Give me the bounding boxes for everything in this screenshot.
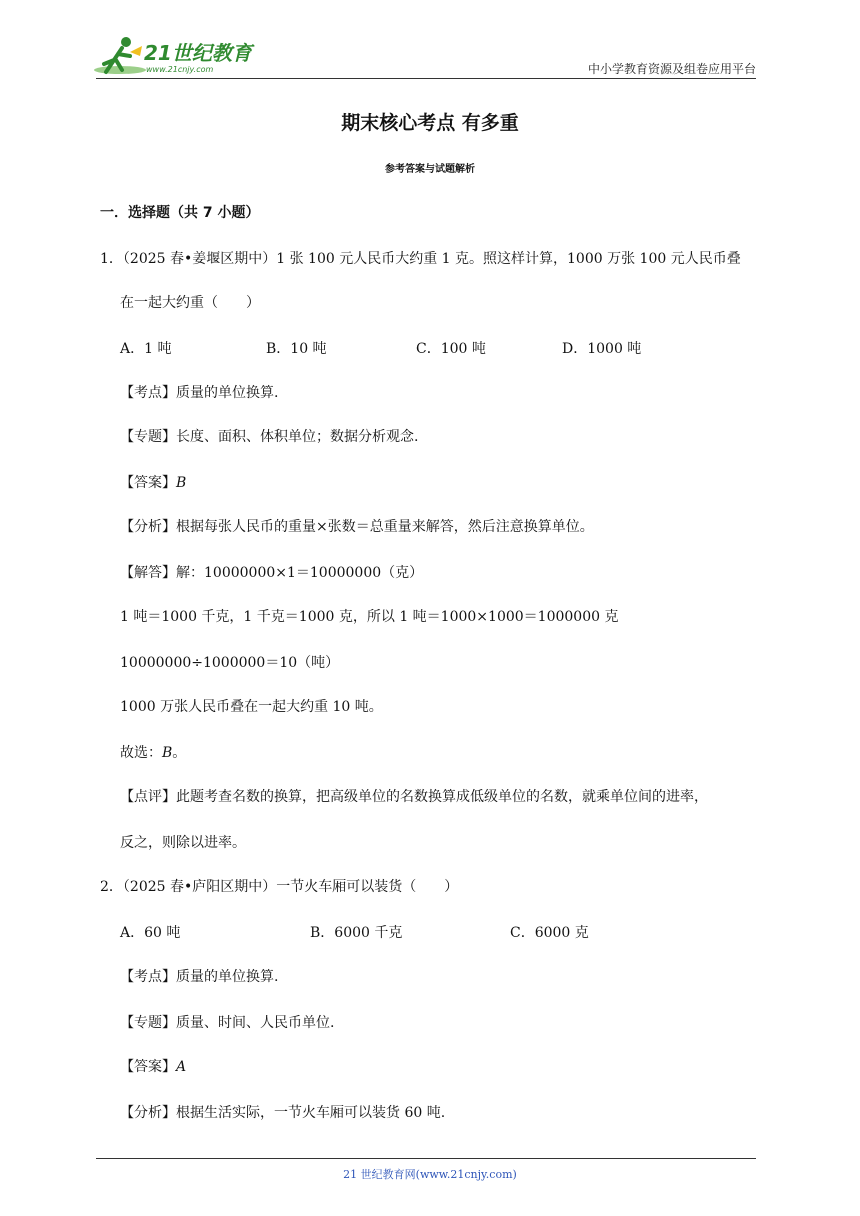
q1-dianping — [120, 786, 708, 806]
daan-tag: 【答案】 — [120, 1059, 176, 1075]
q1-dianping-line2: 反之，则除以进率。 — [120, 835, 246, 851]
kaodian-text: 质量的单位换算. — [176, 385, 279, 401]
header-platform-text: 中小学教育资源及组卷应用平台 — [587, 62, 756, 76]
q2-zhuanti — [120, 1012, 334, 1032]
page-subtitle: 参考答案与试题解析 — [385, 164, 475, 175]
q1-option-a: A．1 吨 — [120, 341, 172, 357]
q1-guxuan — [120, 742, 186, 762]
q1-option-b: B．10 吨 — [266, 341, 327, 357]
q2-option-c: C．6000 克 — [510, 925, 589, 941]
guxuan-label: 故选： — [120, 745, 162, 761]
section-heading: 一．选择题（共 7 小题） — [100, 205, 260, 221]
dianping-tag: 【点评】 — [120, 789, 176, 805]
q2-fenxi — [120, 1102, 445, 1122]
q2-daan — [120, 1056, 186, 1076]
q2-option-b: B．6000 千克 — [310, 925, 403, 941]
logo-url: www.21cnjy.com — [146, 65, 214, 74]
kaodian-tag: 【考点】 — [120, 385, 176, 401]
kaodian-text: 质量的单位换算. — [176, 969, 279, 985]
page-title: 期末核心考点 有多重 — [341, 112, 519, 134]
q1-option-c: C．100 吨 — [416, 341, 486, 357]
q2-kaodian — [120, 966, 278, 986]
zhuanti-text: 质量、时间、人民币单位. — [176, 1015, 335, 1031]
q1-stem-line2: 在一起大约重（ ） — [120, 295, 260, 311]
kaodian-tag: 【考点】 — [120, 969, 176, 985]
jieda-text: 解：10000000×1＝10000000（克） — [176, 565, 424, 581]
q1-fenxi — [120, 516, 594, 536]
q1-stem-line1: 1．（2025 春•姜堰区期中）1 张 100 元人民币大约重 1 克。照这样计算，1000 万张 100 元人民币叠 — [100, 251, 741, 267]
header-divider — [96, 78, 756, 79]
dianping-text: 此题考查名数的换算，把高级单位的名数换算成低级单位的名数，就乘单位间的进率， — [176, 789, 708, 805]
fenxi-text: 根据每张人民币的重量×张数＝总重量来解答，然后注意换算单位。 — [176, 519, 594, 535]
fenxi-tag: 【分析】 — [120, 1105, 176, 1121]
q1-step3: 1000 万张人民币叠在一起大约重 10 吨。 — [120, 699, 383, 715]
q2-stem: 2．（2025 春•庐阳区期中）一节火车厢可以装货（ ） — [100, 879, 459, 895]
site-logo — [92, 34, 292, 78]
daan-text: A — [176, 1059, 187, 1075]
fenxi-text: 根据生活实际，一节火车厢可以装货 60 吨. — [176, 1105, 446, 1121]
q1-option-d: D．1000 吨 — [562, 341, 642, 357]
runner-logo-icon — [92, 34, 292, 78]
guxuan-answer: B — [162, 745, 173, 761]
footer-divider — [96, 1158, 756, 1159]
q1-step2: 10000000÷1000000＝10（吨） — [120, 655, 340, 671]
daan-tag: 【答案】 — [120, 475, 176, 491]
q1-daan — [120, 472, 186, 492]
zhuanti-text: 长度、面积、体积单位；数据分析观念. — [176, 429, 419, 445]
guxuan-end: 。 — [172, 745, 187, 761]
q2-option-a: A．60 吨 — [120, 925, 181, 941]
jieda-tag: 【解答】 — [120, 565, 176, 581]
zhuanti-tag: 【专题】 — [120, 1015, 176, 1031]
daan-text: B — [176, 475, 187, 491]
q1-jieda — [120, 562, 423, 582]
logo-text: 21世纪教育 — [144, 41, 252, 65]
q1-zhuanti — [120, 426, 418, 446]
q1-kaodian — [120, 382, 278, 402]
footer-text[interactable]: 21 世纪教育网(www.21cnjy.com) — [343, 1168, 517, 1181]
fenxi-tag: 【分析】 — [120, 519, 176, 535]
q1-step1: 1 吨＝1000 千克，1 千克＝1000 克，所以 1 吨＝1000×1000＝1000000 克 — [120, 609, 619, 625]
zhuanti-tag: 【专题】 — [120, 429, 176, 445]
